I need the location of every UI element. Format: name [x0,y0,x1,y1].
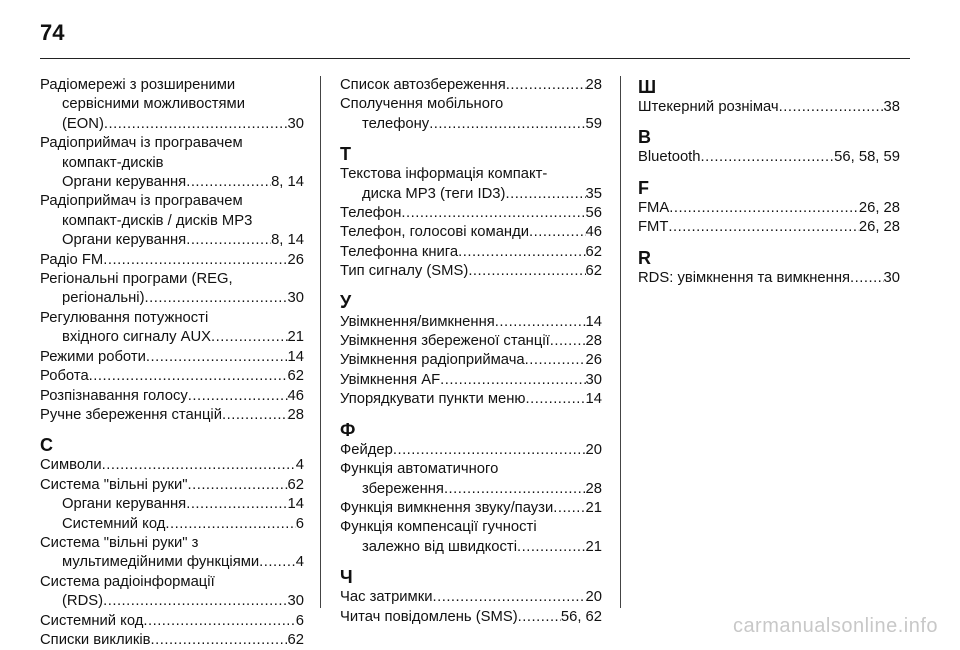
index-letter-heading: У [340,291,352,312]
index-entry [340,441,602,460]
index-entry [340,538,602,557]
index-entry-page: 30 [883,269,900,286]
index-entry [40,348,304,367]
index-entry-text: компакт-дисків / дисків MP3 [62,212,253,229]
index-entry [340,588,602,607]
index-entry-term: Увімкнення радіоприймача [340,352,525,369]
index-entry-page: 28 [585,77,602,93]
index-entry-term: Органи керування [62,174,187,191]
index-entry-text: Регулювання потужності [40,309,209,326]
index-entry [40,495,304,514]
index-entry [638,269,900,288]
index-column-1 [40,76,304,650]
index-entry-term: Системний код [40,612,144,629]
index-entry-text: Радіоприймач із програвачем [40,135,243,152]
index-entry-term: Органи керування [62,232,187,249]
index-entry-page: 14 [585,391,602,408]
index-entry [40,406,304,425]
index-entry [340,371,602,390]
index-entry-term: Читач повідомлень (SMS) [340,608,518,625]
index-entry-term: Фейдер [340,441,393,458]
index-entry [40,515,304,534]
index-entry-page: 46 [287,387,304,404]
index-entry [340,204,602,223]
dot-leader [186,173,271,192]
index-entry-page: 8, 14 [271,232,304,249]
index-entry [340,76,602,95]
index-letter-heading: B [638,127,651,148]
index-entry-term: Увімкнення AF [340,371,441,388]
index-entry-term: регіональні) [62,290,145,307]
index-letter-heading: Т [340,144,351,165]
index-entry-term: вхідного сигналу AUX [62,329,212,346]
index-entry-term: Система "вільні руки" [40,476,188,493]
index-entry-page: 21 [585,538,602,555]
index-entry-term: Робота [40,368,89,385]
column-divider [620,76,621,608]
index-entry-text: компакт-дисків [62,154,164,171]
dot-leader [518,608,561,627]
index-letter-heading: R [638,247,651,268]
dot-leader [550,332,586,351]
index-entry [40,631,304,650]
dot-leader [779,98,884,117]
index-entry [40,289,304,308]
dot-leader [211,328,288,347]
dot-leader [668,218,858,237]
dot-leader [701,148,835,167]
index-entry-page: 56, 58, 59 [834,149,900,166]
dot-leader [143,612,295,631]
index-entry-term: телефону [362,115,430,132]
index-entry [40,476,304,495]
index-entry [340,351,602,370]
dot-leader [444,480,586,499]
dot-leader [187,476,287,495]
dot-leader [145,289,288,308]
index-entry-page: 4 [295,457,304,474]
index-entry-term: Режими роботи [40,348,146,365]
watermark: carmanualsonline.info [732,615,938,637]
index-entry-term: Телефон [340,205,402,222]
index-entry [638,98,900,117]
index-entry-page: 28 [585,480,602,497]
index-entry-term: Список автозбереження [340,77,506,93]
index-entry-page: 26 [287,251,304,268]
index-entry-term: Функція вимкнення звуку/паузи [340,499,554,516]
index-entry [340,313,602,332]
index-entry [40,553,304,572]
dot-leader [850,269,884,288]
index-entry-term: Увімкнення/вимкнення [340,313,495,330]
index-entry-term: Час затримки [340,589,433,606]
index-entry-page: 30 [585,371,602,388]
index-entry-page: 30 [287,290,304,307]
index-entry [340,480,602,499]
index-entry-page: 14 [287,496,304,513]
index-entry [340,262,602,281]
index-entry-text: Сполучення мобільного [340,96,504,113]
index-entry-term: Увімкнення збереженої станції [340,333,550,350]
index-entry-term: Системний код [62,515,166,532]
index-letter-heading: Ф [340,419,356,440]
index-entry-term: Ручне збереження станцій [40,406,222,423]
index-entry-page: 30 [287,593,304,610]
index-entry [40,592,304,611]
index-entry [340,499,602,518]
index-entry-term: (EON) [62,115,104,132]
index-entry-term: Телефон, голосові команди [340,224,530,241]
dot-leader [506,76,586,95]
dot-leader [188,387,288,406]
dot-leader [432,588,585,607]
index-entry-page: 8, 14 [271,174,304,191]
index-letter-heading: Ш [638,77,657,97]
index-entry-term: FMT [638,219,669,236]
dot-leader [165,515,295,534]
dot-leader [553,499,585,518]
dot-leader [89,367,288,386]
index-entry-page: 62 [287,368,304,385]
dot-leader [401,204,585,223]
dot-leader [468,262,585,281]
index-entry [638,199,900,218]
dot-leader [526,390,586,409]
index-entry-text: Функція автоматичного [340,461,499,478]
index-entry-page: 20 [585,589,602,606]
index-entry-page: 4 [295,554,304,571]
dot-leader [103,592,287,611]
index-entry-page: 30 [287,115,304,132]
index-letter-heading: Ч [340,567,353,588]
dot-leader [259,553,296,572]
index-entry-term: залежно від швидкості [362,538,517,555]
index-entry [340,185,602,204]
index-entry [340,223,602,242]
index-entry [340,332,602,351]
index-entry-page: 6 [295,612,304,629]
dot-leader [186,231,271,250]
index-entry-page: 28 [287,406,304,423]
index-entry-page: 46 [585,224,602,241]
index-letter-heading: С [40,435,53,456]
index-entry [40,367,304,386]
index-entry-page: 56 [585,205,602,222]
index-entry [638,218,900,237]
dot-leader [669,199,859,218]
dot-leader [525,351,586,370]
dot-leader [517,538,586,557]
index-entry-term: (RDS) [62,593,104,610]
index-entry [638,148,900,167]
index-entry-page: 6 [295,515,304,532]
index-entry-term: Органи керування [62,496,187,513]
index-entry-page: 21 [585,499,602,516]
dot-leader [505,185,585,204]
index-entry-page: 59 [585,115,602,132]
index-entry-term: RDS: увімкнення та вимкнення [638,269,851,286]
index-entry-page: 62 [287,631,304,648]
index-entry-term: Упорядкувати пункти меню [340,391,526,408]
dot-leader [529,223,586,242]
index-entry-page: 62 [287,476,304,493]
dot-leader [186,495,287,514]
index-entry-text: Система "вільні руки" з [40,534,199,551]
index-entry-page: 62 [585,263,602,280]
dot-leader [222,406,288,425]
index-entry-text: Система радіоінформації [40,573,215,590]
index-entry-text: Текстова інформація компакт- [340,166,548,183]
index-entry-page: 28 [585,333,602,350]
index-entry [40,387,304,406]
index-column-3 [638,76,900,288]
index-entry-page: 26, 28 [858,199,900,216]
index-entry-text: Регіональні програми (REG, [40,271,233,288]
index-entry-text: Радіоприймач із програвачем [40,193,243,210]
header-rule [40,58,910,59]
index-entry [340,608,602,627]
dot-leader [458,243,585,262]
dot-leader [104,115,288,134]
index-entry [40,328,304,347]
index-entry-term: Розпізнавання голосу [40,387,188,404]
index-entry-page: 21 [287,329,304,346]
index-entry [340,243,602,262]
dot-leader [440,371,585,390]
dot-leader [429,115,585,134]
index-entry-page: 26, 28 [858,219,900,236]
index-entry-term: диска MP3 (теги ID3) [362,185,506,202]
index-entry-term: Списки викликів [40,631,151,648]
index-entry [40,231,304,250]
index-entry-page: 56, 62 [560,608,602,625]
index-entry [40,456,304,475]
index-entry [340,115,602,134]
index-entry-text: Радіомережі з розширеними [40,77,236,93]
index-column-2 [340,76,602,627]
index-entry [40,251,304,270]
index-entry [40,612,304,631]
index-entry-page: 26 [585,352,602,369]
index-entry-term: Тип сигналу (SMS) [340,263,469,280]
column-divider [320,76,321,608]
index-entry-term: Телефонна книга [340,243,459,260]
dot-leader [495,313,586,332]
dot-leader [102,456,296,475]
index-entry-term: Штекерний рознімач [638,99,779,115]
index-entry-term: Bluetooth [638,149,701,166]
dot-leader [103,251,287,270]
index-entry-page: 38 [883,99,900,115]
dot-leader [151,631,288,650]
index-entry [40,115,304,134]
index-entry-text: сервісними можливостями [62,96,245,113]
index-entry-term: Символи [40,457,102,474]
index-entry-page: 20 [585,441,602,458]
index-entry-term: Радіо FM [40,251,104,268]
index-entry [340,390,602,409]
index-entry-term: FMA [638,199,670,216]
index-entry-page: 62 [585,243,602,260]
index-entry [40,173,304,192]
index-entry-term: мультимедійними функціями [62,554,260,571]
index-letter-heading: F [638,177,649,198]
index-entry-text: Функція компенсації гучності [340,519,537,536]
index-entry-page: 14 [287,348,304,365]
index-entry-term: збереження [362,480,444,497]
page-number: 74 [40,20,65,45]
dot-leader [393,441,586,460]
index-entry-page: 35 [585,185,602,202]
index-entry-page: 14 [585,313,602,330]
dot-leader [146,348,288,367]
